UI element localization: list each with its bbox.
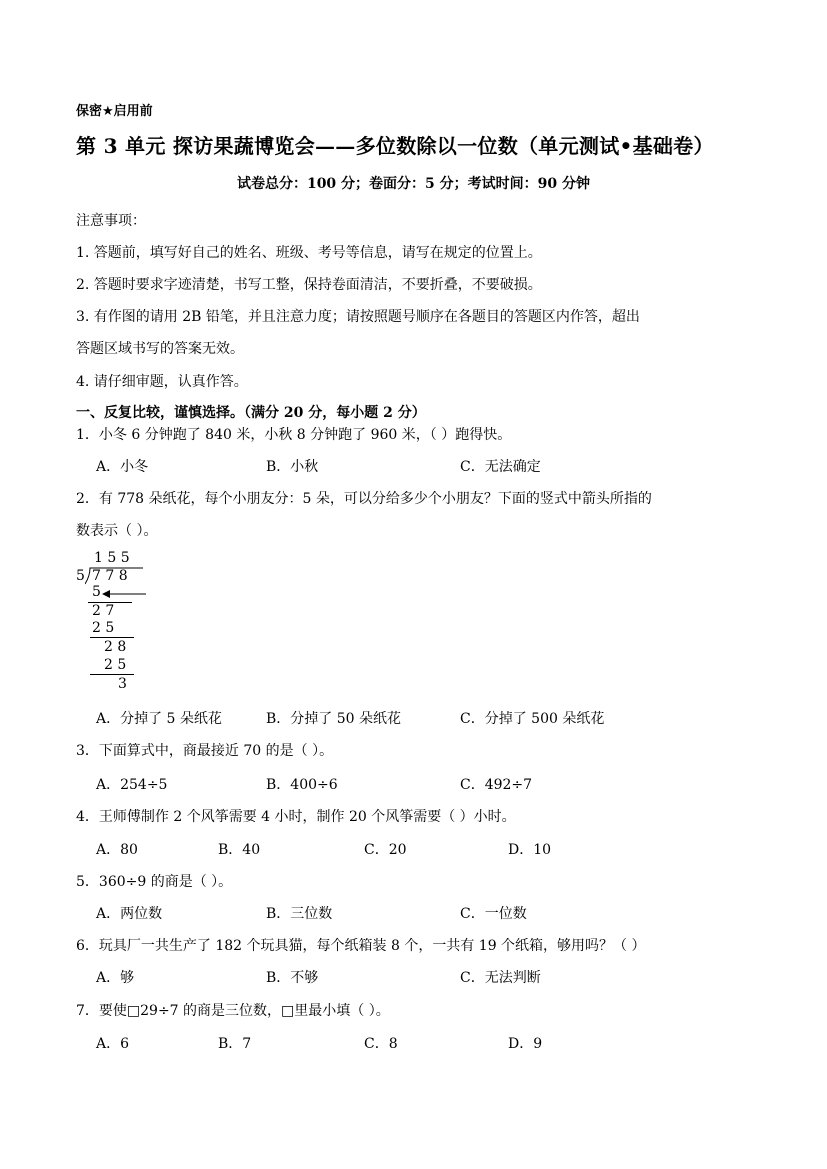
step-28: 2 8 <box>104 639 127 655</box>
option-b[interactable]: B．小秋 <box>266 459 319 475</box>
notes-heading: 注意事项： <box>76 213 146 229</box>
option-a[interactable]: A．80 <box>96 842 138 858</box>
option-b[interactable]: B．7 <box>218 1036 252 1052</box>
option-a[interactable]: A．分掉了 5 朵纸花 <box>96 711 222 727</box>
dividend: 7 7 8 <box>92 568 128 584</box>
option-b[interactable]: B．40 <box>218 842 261 858</box>
arrow-icon <box>102 588 148 600</box>
option-a[interactable]: A．两位数 <box>96 906 163 922</box>
note-item: 2. 答题时要求字迹清楚，书写工整，保持卷面清洁，不要折叠，不要破损。 <box>76 277 542 293</box>
question-stem: 7．要使□29÷7 的商是三位数，□里最小填（ ）。 <box>76 1003 390 1019</box>
step-25: 2 5 <box>92 620 115 636</box>
question-stem-cont: 数表示（ ）。 <box>76 523 158 539</box>
question-stem: 2．有 778 朵纸花，每个小朋友分：5 朵，可以分给多少个小朋友？下面的竖式中箭头所指的 <box>76 491 652 507</box>
divisor: 5 <box>76 568 85 584</box>
note-item: 1. 答题前，填写好自己的姓名、班级、考号等信息，请写在规定的位置上。 <box>76 245 542 261</box>
option-b[interactable]: B．三位数 <box>266 906 333 922</box>
long-division-figure <box>76 548 166 696</box>
option-b[interactable]: B．分掉了 50 朵纸花 <box>266 711 402 727</box>
exam-info: 试卷总分：100 分；卷面分：5 分；考试时间：90 分钟 <box>236 176 591 192</box>
option-c[interactable]: C．8 <box>364 1036 398 1052</box>
option-a[interactable]: A．够 <box>96 970 135 986</box>
option-d[interactable]: D．10 <box>508 842 552 858</box>
option-c[interactable]: C．20 <box>364 842 407 858</box>
note-item: 3. 有作图的请用 2B 铅笔，并且注意力度；请按照题号顺序在各题目的答题区内作答，超出 <box>76 309 640 325</box>
option-b[interactable]: B．400÷6 <box>266 777 338 793</box>
option-d[interactable]: D．9 <box>508 1036 543 1052</box>
question-stem: 5．360÷9 的商是（ ）。 <box>76 874 233 890</box>
option-c[interactable]: C．一位数 <box>460 906 527 922</box>
option-a[interactable]: A．6 <box>96 1036 130 1052</box>
option-c[interactable]: C．492÷7 <box>460 777 533 793</box>
quotient: 1 5 5 <box>94 550 130 566</box>
confidential-label: 保密★启用前 <box>76 104 153 119</box>
note-item: 答题区域书写的答案无效。 <box>76 341 244 357</box>
option-a[interactable]: A．254÷5 <box>96 777 168 793</box>
page-title: 第 3 单元 探访果蔬博览会——多位数除以一位数（单元测试•基础卷） <box>76 134 714 158</box>
remainder: 3 <box>118 676 127 692</box>
step-27: 2 7 <box>92 603 115 619</box>
option-c[interactable]: C．无法确定 <box>460 459 541 475</box>
question-stem: 1．小冬 6 分钟跑了 840 米，小秋 8 分钟跑了 960 米，（ ）跑得快。 <box>76 427 512 443</box>
option-c[interactable]: C．无法判断 <box>460 970 541 986</box>
note-item: 4. 请仔细审题，认真作答。 <box>76 374 248 390</box>
option-a[interactable]: A．小冬 <box>96 459 149 475</box>
question-stem: 4．王师傅制作 2 个风筝需要 4 小时，制作 20 个风筝需要（ ）小时。 <box>76 809 516 825</box>
question-stem: 3．下面算式中，商最接近 70 的是（ ）。 <box>76 743 334 759</box>
option-c[interactable]: C．分掉了 500 朵纸花 <box>460 711 605 727</box>
step-5: 5 <box>92 584 101 600</box>
option-b[interactable]: B．不够 <box>266 970 319 986</box>
step-25b: 2 5 <box>104 657 127 673</box>
question-stem: 6．玩具厂一共生产了 182 个玩具猫，每个纸箱装 8 个，一共有 19 个纸箱，够用吗？（ ） <box>76 938 646 954</box>
section-heading: 一、反复比较，谨慎选择。（满分 20 分，每小题 2 分） <box>76 405 426 421</box>
